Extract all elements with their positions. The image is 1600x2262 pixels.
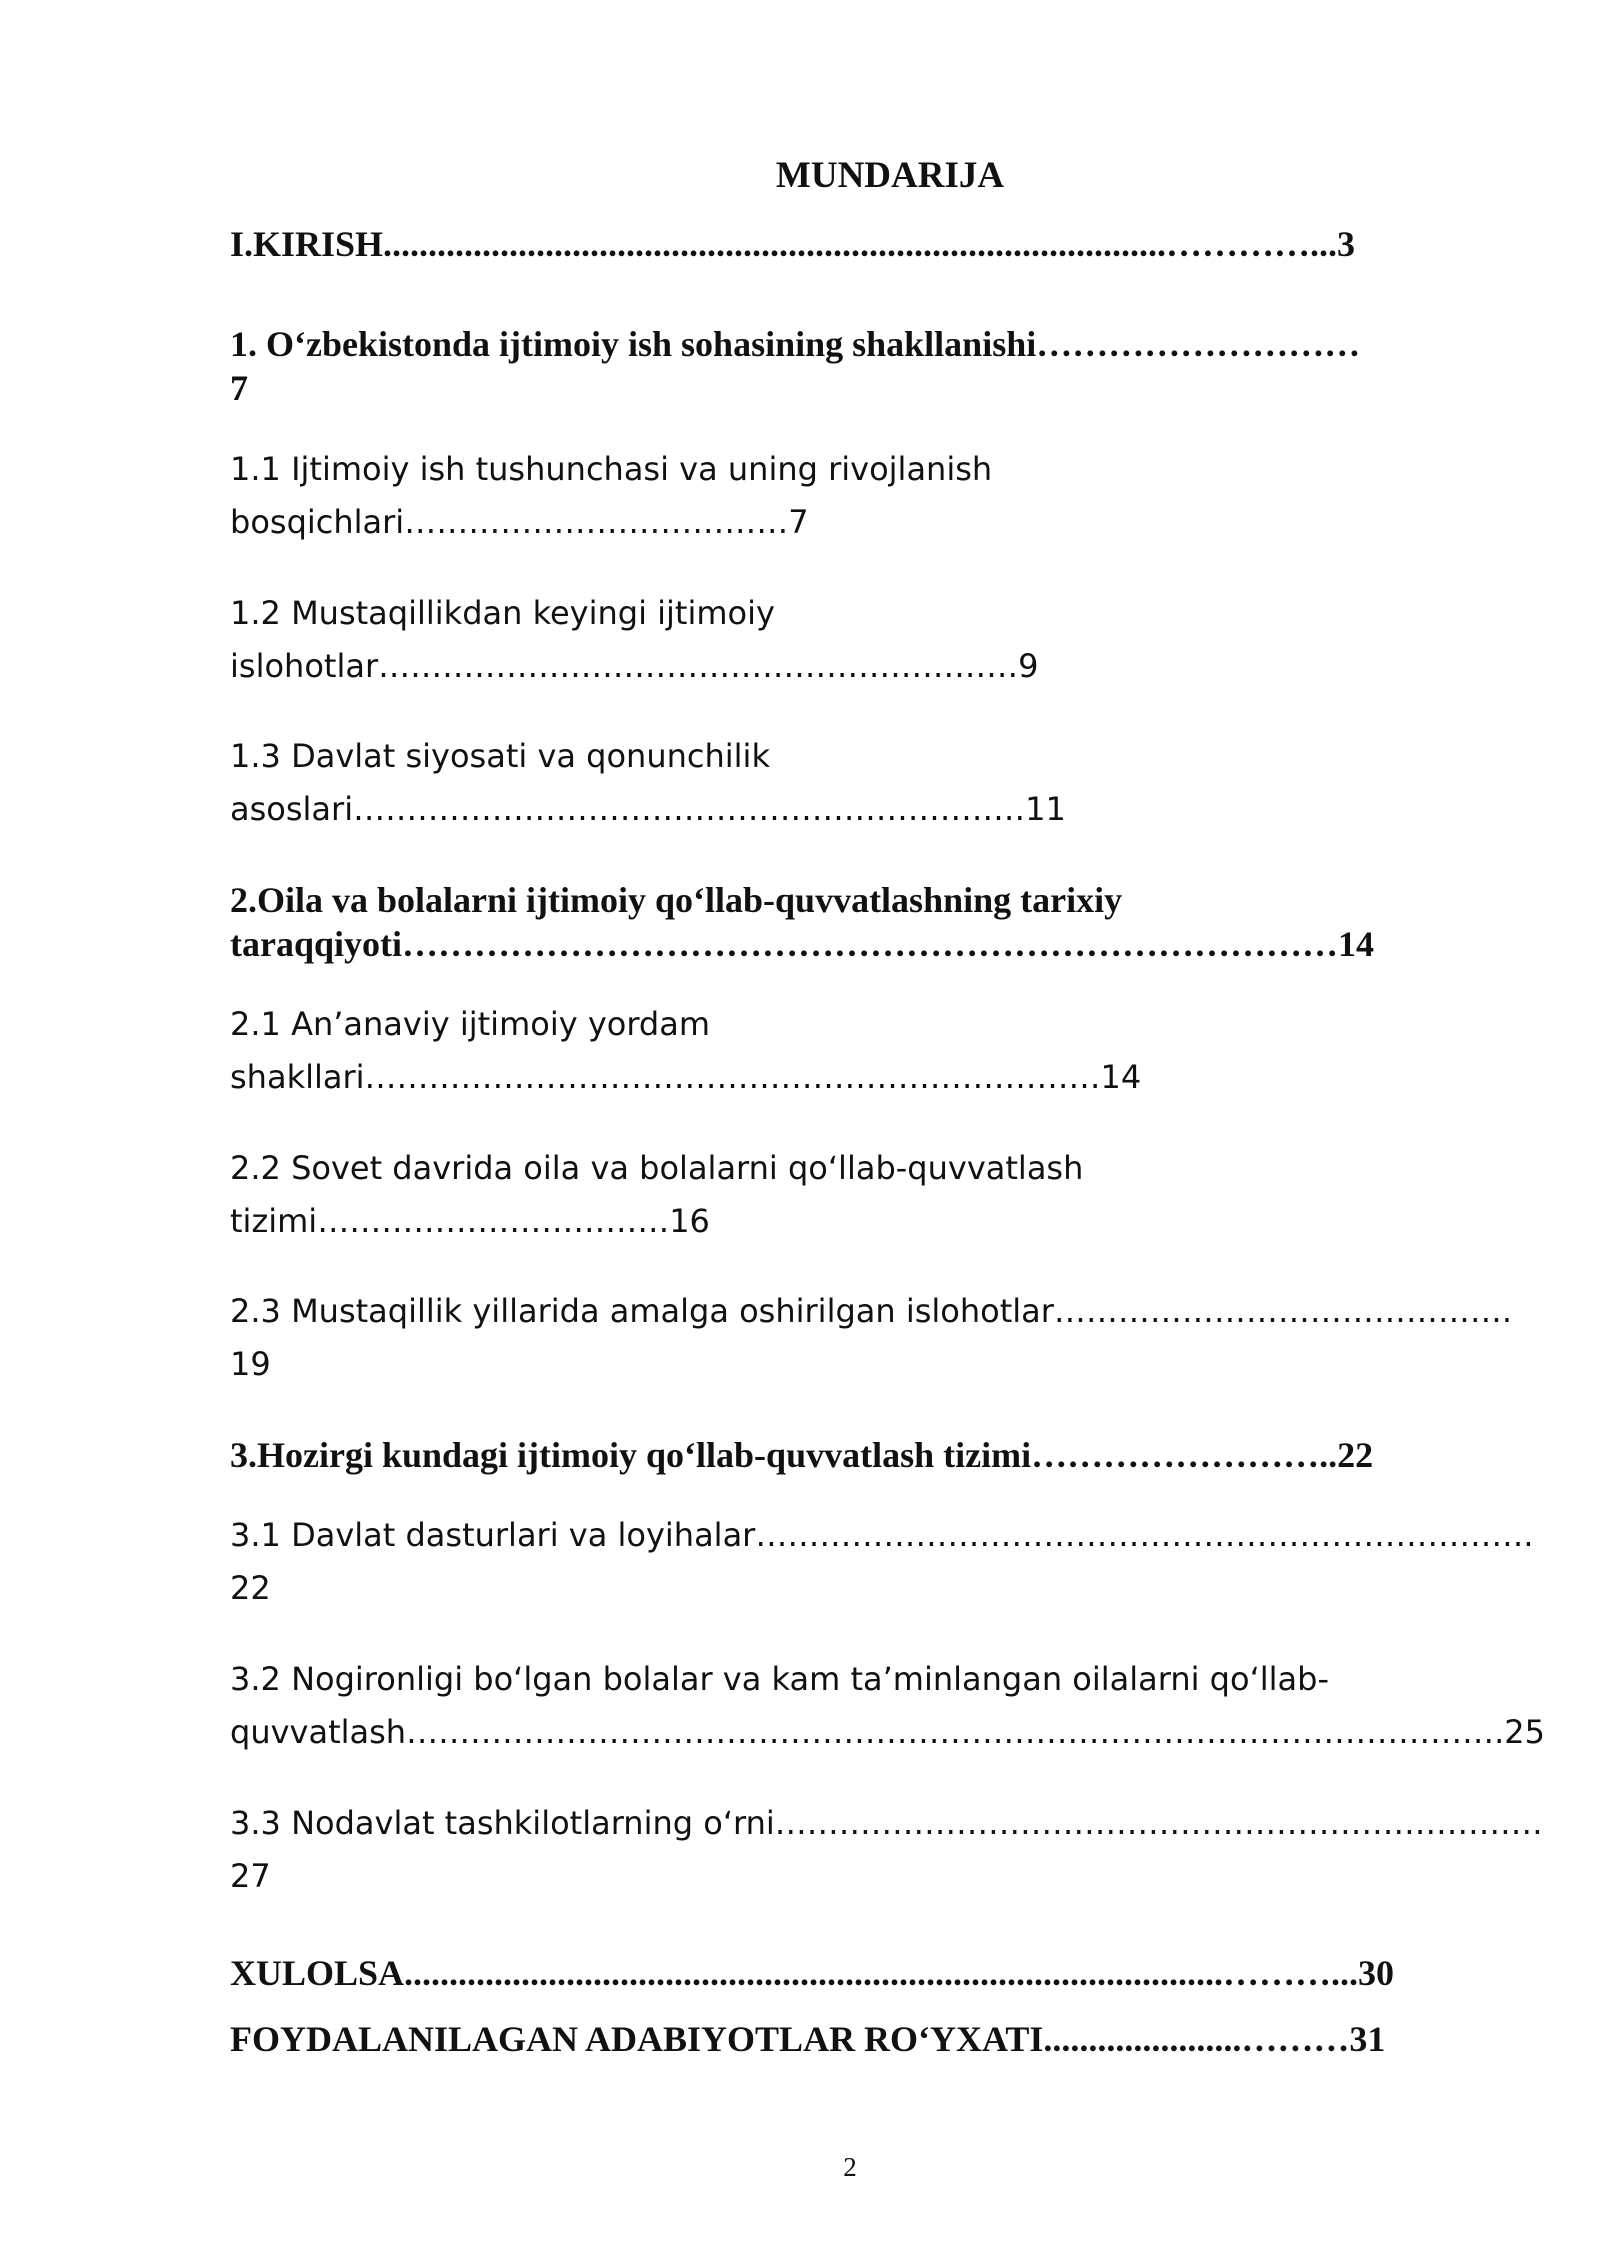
toc-entry-line: 7 <box>230 368 248 408</box>
toc-entry-line: 1.3 Davlat siyosati va qonunchilik <box>230 737 770 775</box>
toc-entry-line: 2.2 Sovet davrida oila va bolalarni qo‘llab-quvvatlash <box>230 1149 1084 1187</box>
toc-entry-2-2 <box>230 1142 1470 1248</box>
toc-entry-line: 3.1 Davlat dasturlari va loyihalar………………………………………………………………. <box>230 1516 1534 1554</box>
toc-entry-references <box>230 2017 1470 2061</box>
toc-entry-1-2 <box>230 587 1470 693</box>
toc-entry-2-1 <box>230 998 1470 1104</box>
toc-entry-line: 2.3 Mustaqillik yillarida amalga oshirilgan islohotlar……………………………………. <box>230 1292 1513 1330</box>
toc-entry-line: XULOLSA...........................................................................................………...30 <box>230 1953 1395 1993</box>
toc-entry-chapter-2 <box>230 878 1470 966</box>
toc-entry-line: 1.2 Mustaqillikdan keyingi ijtimoiy <box>230 594 775 632</box>
toc-entry-line: 1. O‘zbekistonda ijtimoiy ish sohasining shakllanishi……………………… <box>230 324 1361 364</box>
toc-entry-1-1 <box>230 443 1470 549</box>
toc-entry-line: 3.Hozirgi kundagi ijtimoiy qo‘llab-quvvatlash tizimi……………………..22 <box>230 1435 1374 1475</box>
toc-entry-chapter-3 <box>230 1433 1470 1477</box>
toc-entry-line: 27 <box>230 1857 271 1895</box>
toc-entry-line: quvvatlash………………………………………………………………………………………….25 <box>230 1713 1545 1751</box>
toc-entry-3-2 <box>230 1653 1545 1759</box>
toc-entry-line: taraqqiyoti……………………………………………………………………14 <box>230 924 1375 964</box>
toc-entry-line: 1.1 Ijtimoiy ish tushunchasi va uning rivojlanish <box>230 450 993 488</box>
toc-entry-line: 22 <box>230 1569 271 1607</box>
toc-entry-line: FOYDALANILAGAN ADABIYOTLAR RO‘YXATI......................………31 <box>230 2019 1386 2059</box>
toc-entry-3-1 <box>230 1509 1534 1615</box>
toc-entry-line: tizimi……………………………16 <box>230 1202 710 1240</box>
toc-entry-line: asoslari………………………………………………………11 <box>230 790 1066 828</box>
page-title: MUNDARIJA <box>775 155 1005 196</box>
toc-entry-conclusion <box>230 1951 1470 1995</box>
toc-entry-line: 2.1 An’anaviy ijtimoiy yordam <box>230 1005 711 1043</box>
toc-entry-2-3 <box>230 1285 1513 1391</box>
toc-entry-line: 3.3 Nodavlat tashkilotlarning o‘rni……………………………………………………………… <box>230 1804 1543 1842</box>
toc-entry-line: 19 <box>230 1345 271 1383</box>
toc-entry-chapter-1 <box>230 322 1470 410</box>
toc-entry-kirish <box>230 222 1470 266</box>
toc-entry-line: shakllari……………………………………………………………14 <box>230 1058 1142 1096</box>
toc-entry-line: islohotlar……………………………………………………9 <box>230 647 1039 685</box>
toc-entry-line: I.KIRISH.......................................................................................…………...3 <box>230 224 1356 264</box>
page-number: 2 <box>843 2152 857 2182</box>
toc-entry-3-3 <box>230 1797 1543 1903</box>
toc-entry-line: 3.2 Nogironligi bo‘lgan bolalar va kam ta’minlangan oilalarni qo‘llab- <box>230 1660 1329 1698</box>
toc-entry-line: bosqichlari………………………………7 <box>230 503 809 541</box>
toc-entry-1-3 <box>230 730 1470 836</box>
toc-entry-line: 2.Oila va bolalarni ijtimoiy qo‘llab-quvvatlashning tarixiy <box>230 880 1123 920</box>
